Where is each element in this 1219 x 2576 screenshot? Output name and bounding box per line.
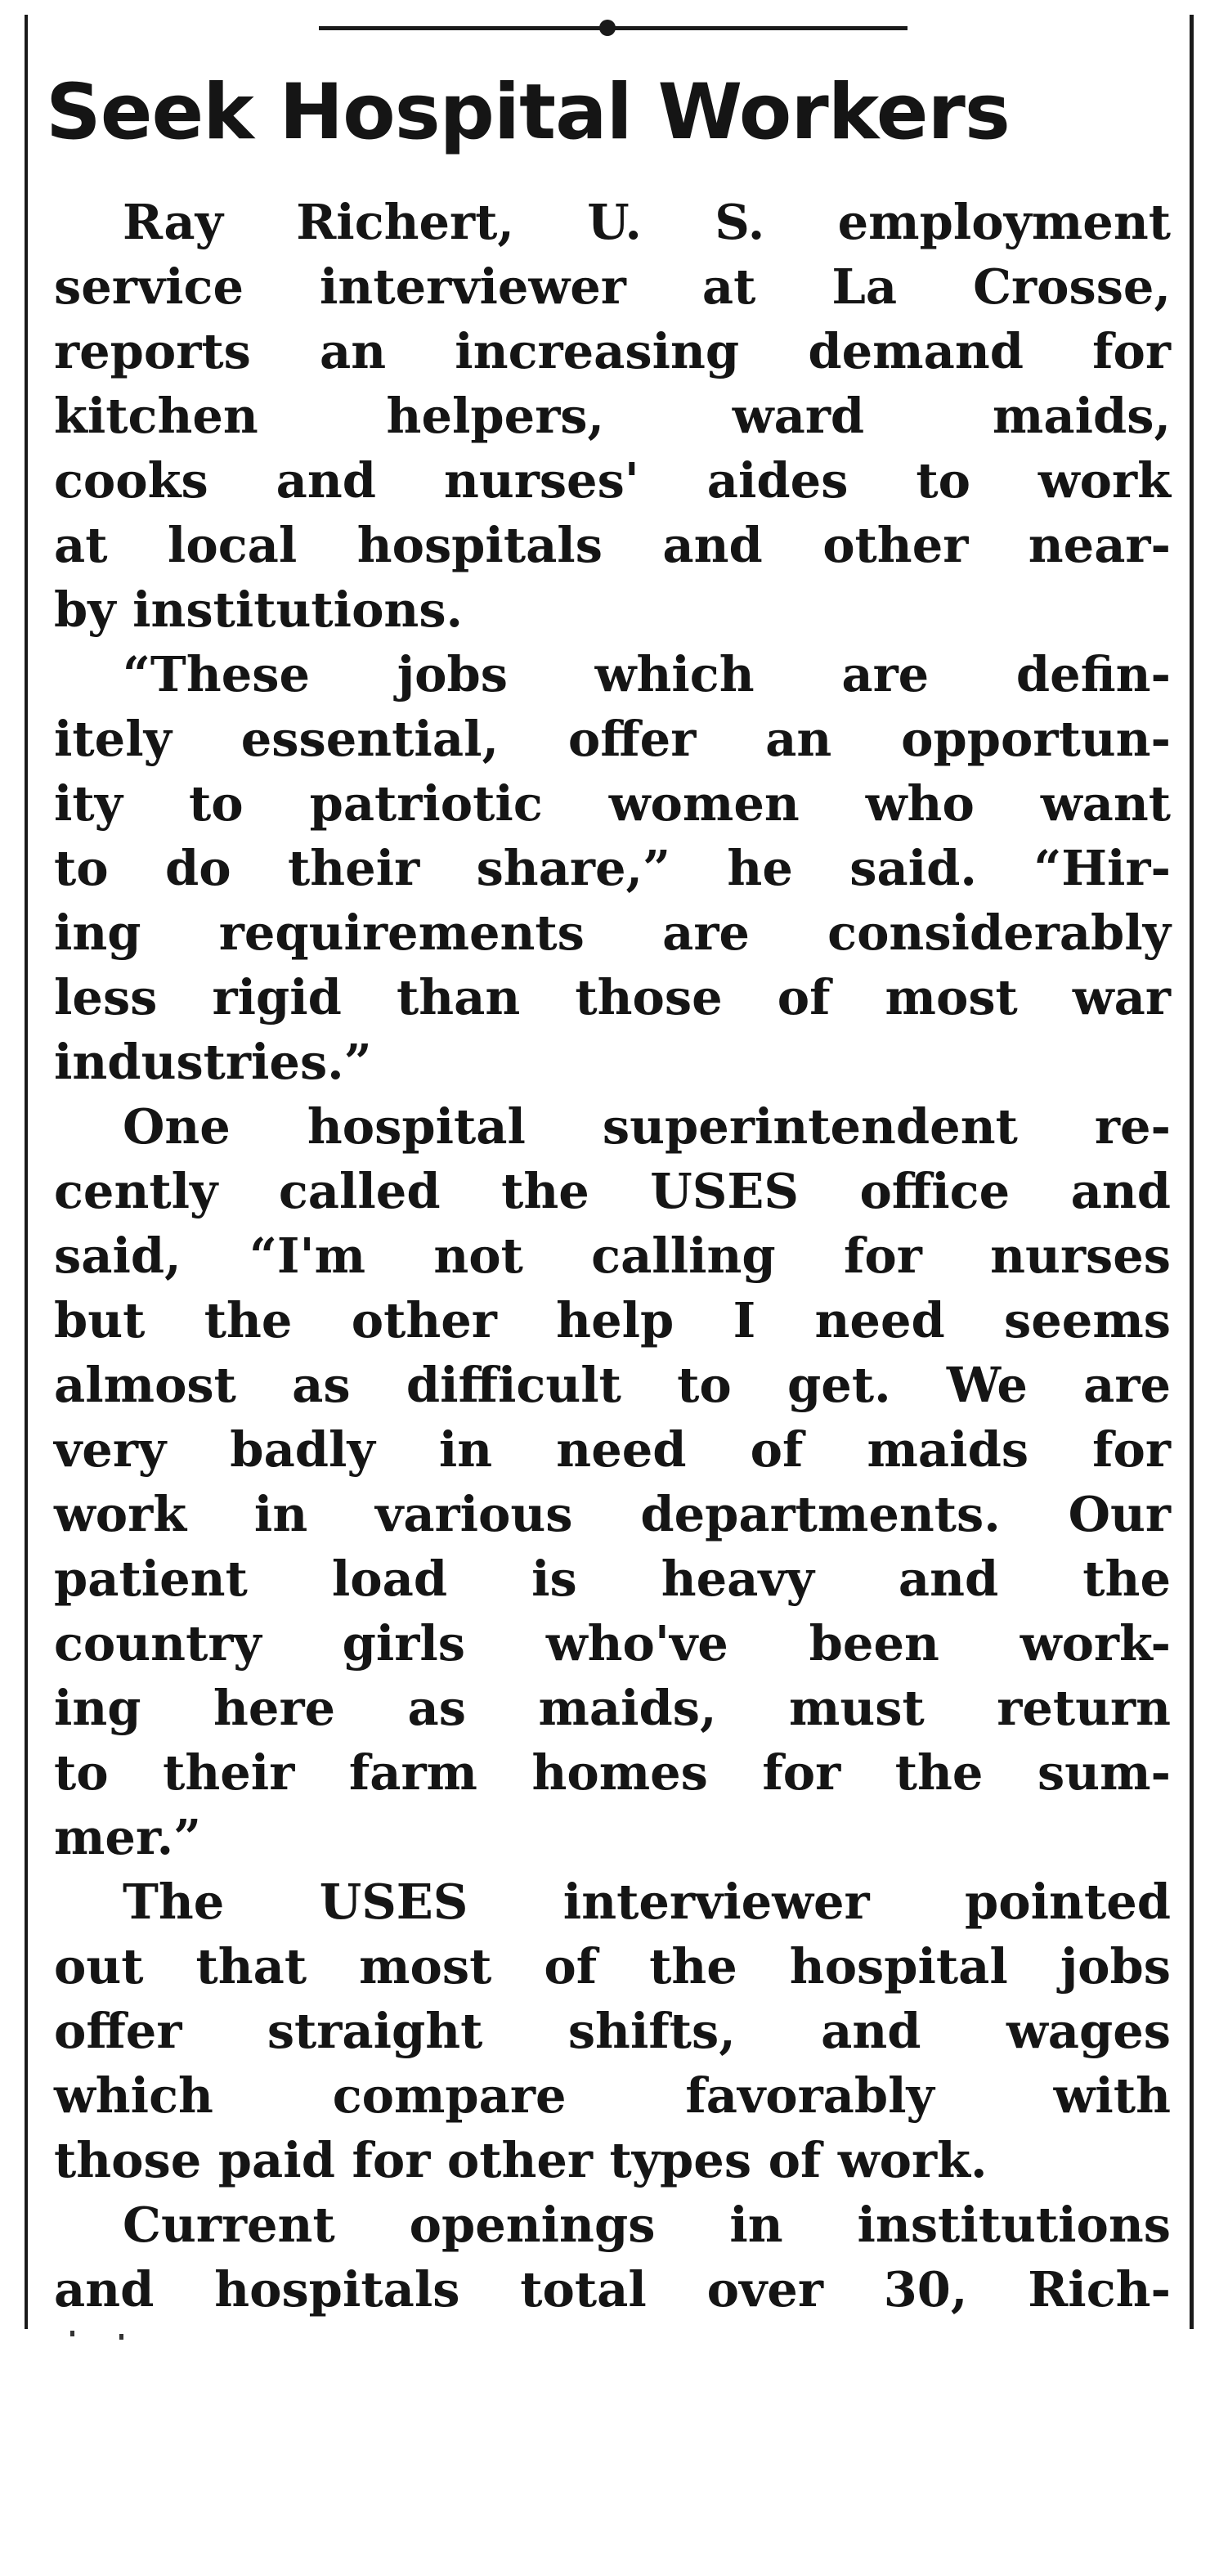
article-line: itely essential, offer an opportun- bbox=[54, 711, 1171, 767]
article-line: to their farm homes for the sum- bbox=[54, 1744, 1171, 1801]
article-line: but the other help I need seems bbox=[54, 1292, 1171, 1349]
article-body bbox=[54, 190, 1171, 2322]
article-line: cently called the USES office and bbox=[54, 1163, 1171, 1219]
article-line: almost as difficult to get. We are bbox=[54, 1357, 1171, 1413]
article-line: out that most of the hospital jobs bbox=[54, 1938, 1171, 1995]
article-paragraph bbox=[54, 1094, 1171, 1869]
article-line: ing here as maids, must return bbox=[54, 1680, 1171, 1736]
article-line: by institutions. bbox=[54, 581, 464, 638]
article-line: and hospitals total over 30, Rich- bbox=[54, 2261, 1171, 2318]
article-line: The USES interviewer pointed bbox=[123, 1874, 1171, 1930]
article-line: to do their share,” he said. “Hir- bbox=[54, 840, 1171, 896]
article-line: at local hospitals and other near- bbox=[54, 517, 1171, 573]
dash-rule-dot bbox=[599, 20, 616, 36]
article-line: ing requirements are considerably bbox=[54, 904, 1171, 961]
article-line: One hospital superintendent re- bbox=[123, 1098, 1171, 1155]
column-rule-left bbox=[25, 15, 28, 2329]
article-line: cooks and nurses' aides to work bbox=[54, 452, 1171, 509]
article-line: less rigid than those of most war bbox=[54, 969, 1171, 1025]
article-line: which compare favorably with bbox=[54, 2067, 1171, 2124]
article-line: kitchen helpers, ward maids, bbox=[54, 388, 1171, 444]
article-line: industries.” bbox=[54, 1034, 372, 1090]
article-paragraph bbox=[54, 642, 1171, 1094]
article-paragraph bbox=[54, 2192, 1171, 2322]
article-line: Ray Richert, U. S. employment bbox=[123, 194, 1171, 250]
article-line: country girls who've been work- bbox=[54, 1615, 1171, 1672]
article-line: mer.” bbox=[54, 1809, 202, 1865]
article-line: “These jobs which are defin- bbox=[123, 646, 1171, 702]
article-line: Current openings in institutions bbox=[123, 2197, 1171, 2253]
column-rule-right bbox=[1190, 15, 1194, 2329]
article-line: reports an increasing demand for bbox=[54, 323, 1171, 379]
headline: Seek Hospital Workers bbox=[46, 68, 1010, 157]
article-line: offer straight shifts, and wages bbox=[54, 2003, 1171, 2059]
article-line: service interviewer at La Crosse, bbox=[54, 258, 1171, 315]
article-line: patient load is heavy and the bbox=[54, 1551, 1171, 1607]
article-paragraph bbox=[54, 190, 1171, 642]
article-line: those paid for other types of work. bbox=[54, 2132, 988, 2188]
article-paragraph bbox=[54, 1869, 1171, 2192]
article-line: very badly in need of maids for bbox=[54, 1421, 1171, 1478]
cut-off-text-marks bbox=[70, 2331, 234, 2347]
article-line: ity to patriotic women who want bbox=[54, 775, 1171, 832]
article-line: work in various departments. Our bbox=[54, 1486, 1171, 1542]
article-line: said, “I'm not calling for nurses bbox=[54, 1227, 1171, 1284]
